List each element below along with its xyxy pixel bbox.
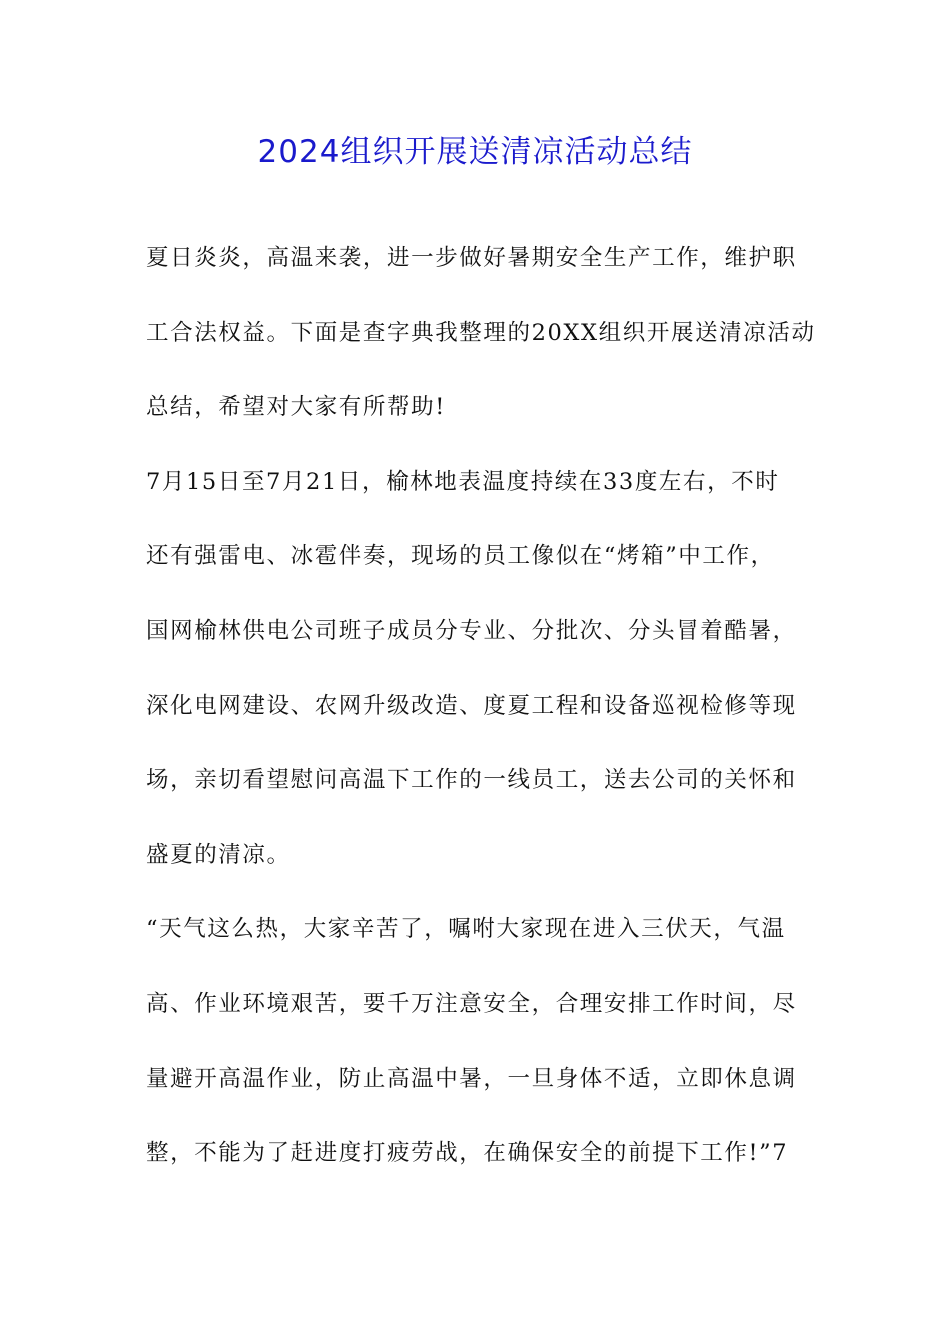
text-line: 总结，希望对大家有所帮助!	[146, 394, 446, 421]
text-line: 工合法权益。下面是查字典我整理的20XX组织开展送清凉活动	[146, 319, 816, 346]
text-line: 夏日炎炎，高温来袭，进一步做好暑期安全生产工作，维护职	[146, 245, 797, 271]
text-line: 整，不能为了赶进度打疲劳战，在确保安全的前提下工作!”7	[146, 1140, 789, 1167]
text-line: 国网榆林供电公司班子成员分专业、分批次、分头冒着酷暑，	[146, 617, 797, 644]
text-line: 场，亲切看望慰问高温下工作的一线员工，送去公司的关怀和	[146, 767, 797, 794]
document-title: 2024组织开展送清凉活动总结	[257, 134, 693, 170]
text-line: 7月15日至7月21日，榆林地表温度持续在33度左右，不时	[146, 468, 780, 495]
text-line: 还有强雷电、冰雹伴奏，现场的员工像似在“烤箱”中工作，	[146, 543, 775, 570]
text-line: 量避开高温作业，防止高温中暑，一旦身体不适，立即休息调	[146, 1065, 797, 1092]
text-line: 盛夏的清凉。	[146, 841, 291, 868]
document-body	[146, 236, 816, 1206]
text-line: 深化电网建设、农网升级改造、度夏工程和设备巡视检修等现	[146, 692, 797, 719]
text-line: “天气这么热，大家辛苦了，嘱咐大家现在进入三伏天，气温	[146, 916, 786, 943]
text-line: 高、作业环境艰苦，要千万注意安全，合理安排工作时间，尽	[146, 990, 797, 1017]
